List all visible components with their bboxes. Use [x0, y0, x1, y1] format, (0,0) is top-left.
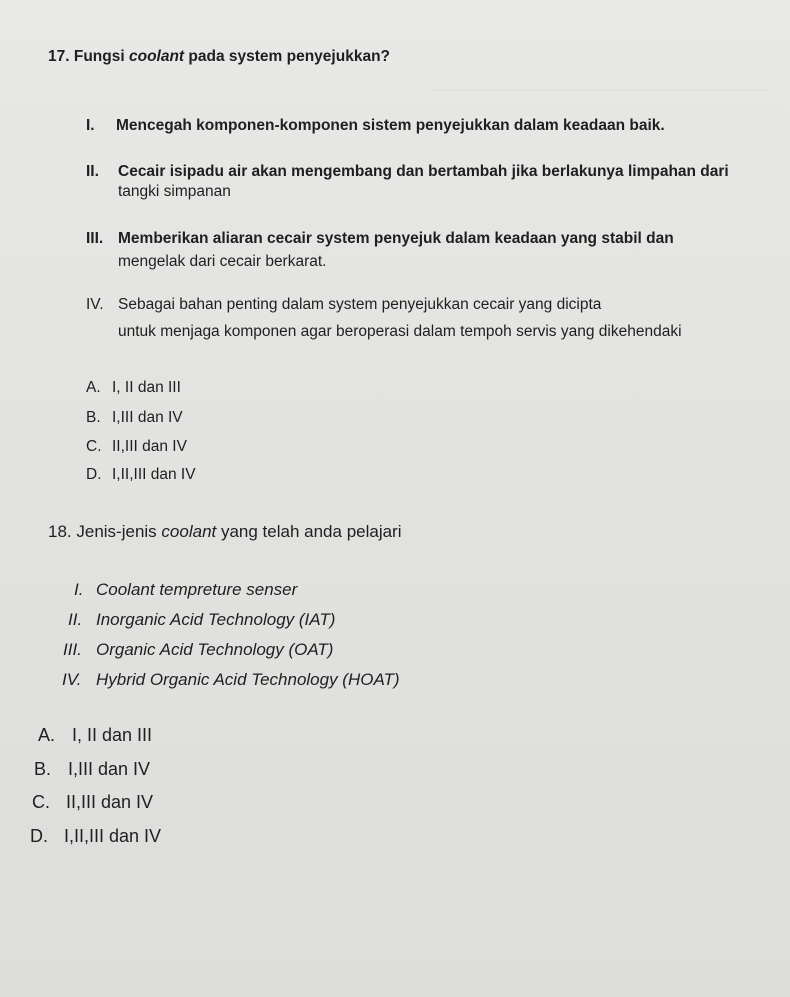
statement-numeral: I. [74, 580, 84, 599]
statement-iii [86, 230, 674, 248]
option-d [30, 826, 161, 847]
option-b [34, 759, 150, 780]
option-text: I,III dan IV [68, 759, 151, 779]
stem-emphasis: coolant [128, 48, 185, 65]
stem-text: pada system penyejukkan? [184, 48, 390, 65]
statement-numeral: II. [68, 610, 83, 629]
statement-text: Coolant tempreture senser [96, 580, 298, 599]
option-c [32, 792, 153, 813]
stem-emphasis: coolant [161, 522, 217, 541]
option-text: I, II dan III [72, 725, 153, 745]
option-letter: A. [86, 379, 101, 396]
statement-numeral: IV. [62, 670, 82, 689]
option-text: I, II dan III [112, 379, 181, 396]
statement-i [86, 117, 665, 135]
statement-text: Memberikan aliaran cecair system penyejuk dalam keadaan yang stabil dan [118, 230, 674, 247]
statement-numeral: I. [86, 117, 95, 134]
question-number: 17. [48, 48, 70, 65]
bleed-through-text [400, 252, 730, 272]
stem-text: Fungsi [73, 48, 129, 65]
option-letter: C. [32, 792, 50, 812]
statement-text: Organic Acid Technology (OAT) [96, 640, 334, 659]
statement-iii-continued: mengelak dari cecair berkarat. [118, 253, 327, 270]
option-d [86, 466, 196, 484]
option-text: I,II,III dan IV [112, 466, 196, 483]
statement-i [74, 580, 297, 600]
statement-numeral: III. [63, 640, 82, 659]
question-18-stem [48, 522, 402, 542]
stem-text: yang telah anda pelajari [216, 522, 402, 541]
statement-numeral: II. [86, 163, 99, 180]
bleed-through-text [430, 70, 770, 91]
option-text: II,III dan IV [66, 792, 154, 812]
statement-iv [86, 296, 601, 314]
option-text: I,III dan IV [112, 409, 183, 426]
statement-text: Inorganic Acid Technology (IAT) [96, 610, 336, 629]
statement-text: Hybrid Organic Acid Technology (HOAT) [96, 670, 400, 689]
option-letter: D. [30, 826, 48, 846]
statement-ii [86, 163, 729, 181]
option-letter: B. [34, 759, 52, 779]
question-17-stem [48, 48, 390, 66]
option-text: I,II,III dan IV [64, 826, 162, 846]
option-a [86, 379, 181, 397]
statement-iv [62, 670, 400, 690]
statement-text: Cecair isipadu air akan mengembang dan bertambah jika berlakunya limpahan dari [118, 163, 729, 180]
statement-ii [68, 610, 335, 630]
statement-iv-continued: untuk menjaga komponen agar beroperasi dalam tempoh servis yang dikehendaki [118, 323, 682, 340]
option-b [86, 409, 183, 427]
statement-iii [63, 640, 333, 660]
statement-numeral: III. [86, 230, 104, 247]
option-letter: B. [86, 409, 101, 426]
statement-text: Mencegah komponen-komponen sistem penyejukkan dalam keadaan baik. [116, 117, 665, 134]
stem-text: Jenis-jenis [76, 522, 162, 541]
statement-ii-continued: tangki simpanan [118, 183, 231, 200]
statement-numeral: IV. [86, 296, 104, 313]
option-letter: D. [86, 466, 102, 483]
option-letter: C. [86, 438, 102, 455]
statement-text: Sebagai bahan penting dalam system penyejukkan cecair yang dicipta [118, 296, 602, 313]
option-letter: A. [38, 725, 56, 745]
question-number: 18. [48, 522, 72, 541]
option-a [38, 725, 152, 746]
option-text: II,III dan IV [112, 438, 187, 455]
option-c [86, 438, 187, 456]
